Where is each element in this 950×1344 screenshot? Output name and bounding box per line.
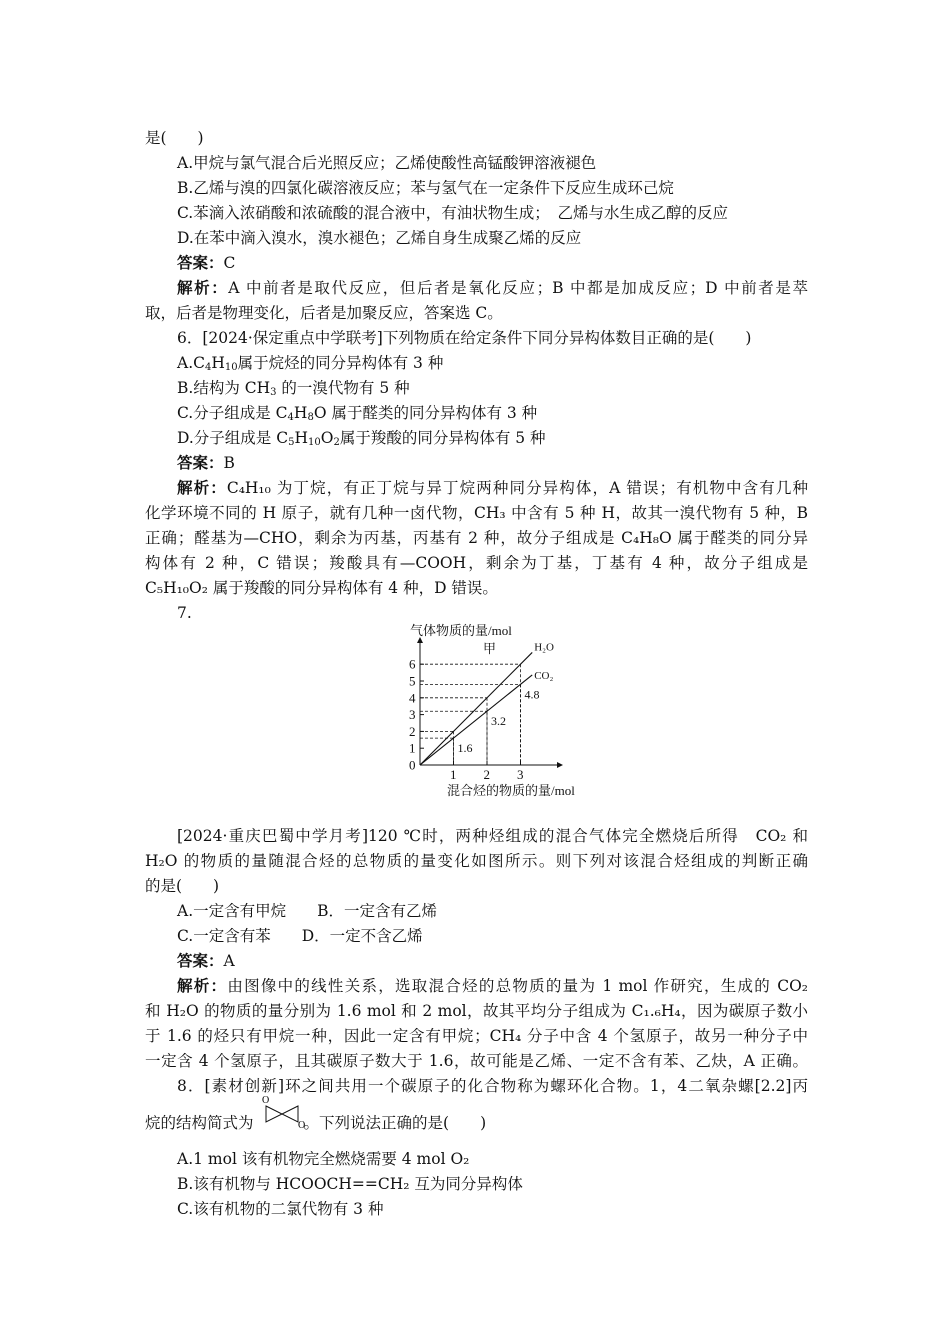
q8-stem-1: 8．[素材创新]环之间共用一个碳原子的化合物称为螺环化合物。1，4二氧杂螺[2.2]丙 — [177, 1077, 808, 1095]
q5-explanation-2: 取，后者是物理变化，后者是加聚反应，答案选 C。 — [145, 304, 503, 322]
explanation-label: 解析： — [177, 976, 228, 995]
q5-stem-tail: 是( ) — [145, 129, 204, 147]
q5-answer — [177, 252, 235, 274]
q7-stem-1: [2024·重庆巴蜀中学月考]120 ℃时，两种烃组成的混合气体完全燃烧后所得 CO₂ 和 — [177, 827, 808, 845]
subscript: 10 — [308, 437, 321, 448]
text: 烷的结构简式为 — [145, 1114, 254, 1132]
text: 。下列说法正确的是( ) — [303, 1114, 487, 1132]
explanation-label: 解析： — [177, 278, 229, 297]
q7-explanation-1 — [177, 975, 808, 997]
subscript: 2 — [333, 437, 340, 448]
series-lines — [420, 652, 532, 765]
chart-labels — [409, 641, 554, 782]
chart-title: 甲 — [483, 641, 497, 656]
subscript: 4 — [204, 362, 212, 373]
series-label: CO₂ — [534, 669, 554, 682]
value-annotation: 1.6 — [457, 741, 473, 756]
y-tick-label: 3 — [409, 707, 416, 723]
series-line-co2 — [420, 675, 532, 765]
text: H — [294, 429, 308, 447]
text: C.分子组成是 C — [177, 404, 288, 422]
text: H — [211, 354, 225, 372]
q6-answer — [177, 452, 235, 474]
text: 的一溴代物有 5 种 — [276, 379, 410, 397]
q7-stem-3: 的是( ) — [145, 877, 220, 895]
text: O 属于醛类的同分异构体有 3 种 — [313, 404, 538, 422]
answer-label: 答案： — [177, 951, 224, 970]
q8-option-c: C.该有机物的二氯代物有 3 种 — [177, 1200, 384, 1218]
q7-explanation-2: 和 H₂O 的物质的量分别为 1.6 mol 和 2 mol，故其平均分子组成为 C₁.₆H₄，因为碳原子数小 — [145, 1002, 808, 1020]
y-tick-label: 1 — [409, 740, 416, 756]
answer-value: B — [223, 454, 235, 472]
gas-amount-chart — [380, 620, 600, 805]
q5-option-b: B.乙烯与溴的四氯化碳溶液反应；苯与氢气在一定条件下反应生成环己烷 — [177, 179, 674, 197]
subscript: 5 — [288, 437, 295, 448]
subscript: 4 — [287, 412, 294, 423]
oxygen-label: O — [298, 1120, 306, 1128]
q7-number: 7. — [177, 604, 192, 622]
subscript: 8 — [307, 412, 314, 423]
series-label: H₂O — [534, 641, 554, 654]
q6-explanation-4: 构体有 2 种，C 错误；羧酸具有—COOH，剩余为丁基，丁基有 4 种，故分子组成是 — [145, 554, 808, 572]
answer-value: C — [223, 254, 236, 272]
series-line-h2o — [420, 652, 532, 765]
text: D.分子组成是 C — [177, 429, 289, 447]
x-tick-label: 1 — [450, 767, 457, 782]
value-annotation: 3.2 — [491, 714, 506, 729]
y-axis-label: 气体物质的量/mol — [410, 623, 512, 638]
answer-label: 答案： — [177, 453, 224, 472]
explanation-text: 由图像中的线性关系，选取混合烃的总物质的量为 1 mol 作研究，生成的 CO₂ — [227, 977, 808, 995]
q7-explanation-4: 一定含 4 个氢原子，且其碳原子数大于 1.6，故可能是乙烯、一定不含有苯、乙炔，A 正确。 — [145, 1052, 808, 1070]
oxygen-label: O — [262, 1095, 270, 1106]
q7-options-cd: C.一定含有苯 D．一定不含乙烯 — [177, 927, 423, 945]
q6-option-c — [177, 402, 537, 429]
q6-explanation-2: 化学环境不同的 H 原子，就有几种一卤代物，CH₃ 中含有 5 种 H，故其一溴代物有 5 种，B — [145, 504, 808, 522]
explanation-text: A 中前者是取代反应，但后者是氧化反应；B 中都是加成反应；D 中前者是萃 — [228, 279, 808, 297]
answer-label: 答案： — [177, 253, 224, 272]
q7-stem-2: H₂O 的物质的量随混合烃的总物质的量变化如图所示。则下列对该混合烃组成的判断正确 — [145, 852, 808, 870]
text: B.结构为 CH — [177, 379, 271, 397]
q7-explanation-3: 于 1.6 的烃只有甲烷一种，因此一定含有甲烷；CH₄ 分子中含 4 个氢原子，故另一种分子中 — [145, 1027, 808, 1045]
x-tick-label: 2 — [483, 767, 490, 782]
y-tick-label: 0 — [409, 757, 416, 773]
q8-stem-2 — [145, 1112, 486, 1134]
y-tick-label: 2 — [409, 723, 416, 739]
text: 属于烷烃的同分异构体有 3 种 — [237, 354, 444, 372]
explanation-label: 解析： — [177, 478, 227, 497]
q8-option-a: A.1 mol 该有机物完全燃烧需要 4 mol O₂ — [177, 1150, 470, 1168]
subscript: 10 — [224, 362, 238, 373]
text: O — [320, 429, 334, 447]
value-annotation: 4.8 — [524, 687, 540, 702]
q5-option-c: C.苯滴入浓硝酸和浓硫酸的混合液中，有油状物生成； 乙烯与水生成乙醇的反应 — [177, 204, 728, 222]
answer-value: A — [223, 952, 235, 970]
subscript: 3 — [270, 387, 277, 398]
q6-explanation-3: 正确；醛基为—CHO，剩余为丙基，丙基有 2 种，故分子组成是 C₄H₈O 属于醛类的同分异 — [145, 529, 808, 547]
text: A.C — [177, 354, 205, 372]
q6-stem: 6．[2024·保定重点中学联考]下列物质在给定条件下同分异构体数目正确的是( ) — [177, 329, 752, 347]
q5-option-d: D.在苯中滴入溴水，溴水褪色；乙烯自身生成聚乙烯的反应 — [177, 229, 582, 247]
q6-explanation-1 — [177, 477, 808, 499]
q8-option-b: B.该有机物与 HCOOCH==CH₂ 互为同分异构体 — [177, 1175, 523, 1193]
q7-answer — [177, 950, 235, 972]
q6-option-a — [177, 352, 443, 379]
text: H — [293, 404, 308, 422]
text: 属于羧酸的同分异构体有 5 种 — [339, 429, 546, 447]
explanation-text: C₄H₁₀ 为丁烷，有正丁烷与异丁烷两种同分异构体，A 错误；有机物中含有几种 — [226, 479, 808, 497]
y-tick-label: 6 — [409, 656, 416, 672]
spiro-structure-icon — [262, 1094, 306, 1128]
q7-options-ab: A.一定含有甲烷 B．一定含有乙烯 — [177, 902, 438, 920]
x-axis-label: 混合烃的物质的量/mol — [447, 783, 575, 798]
q6-option-d — [177, 427, 546, 454]
q5-explanation-1 — [177, 277, 808, 299]
x-tick-label: 3 — [517, 767, 524, 782]
y-tick-label: 5 — [409, 673, 416, 689]
q6-option-b — [177, 377, 410, 404]
q5-option-a: A.甲烷与氯气混合后光照反应；乙烯使酸性高锰酸钾溶液褪色 — [177, 154, 597, 172]
y-tick-label: 4 — [409, 690, 416, 706]
q6-explanation-5: C₅H₁₀O₂ 属于羧酸的同分异构体有 4 种，D 错误。 — [145, 579, 498, 597]
